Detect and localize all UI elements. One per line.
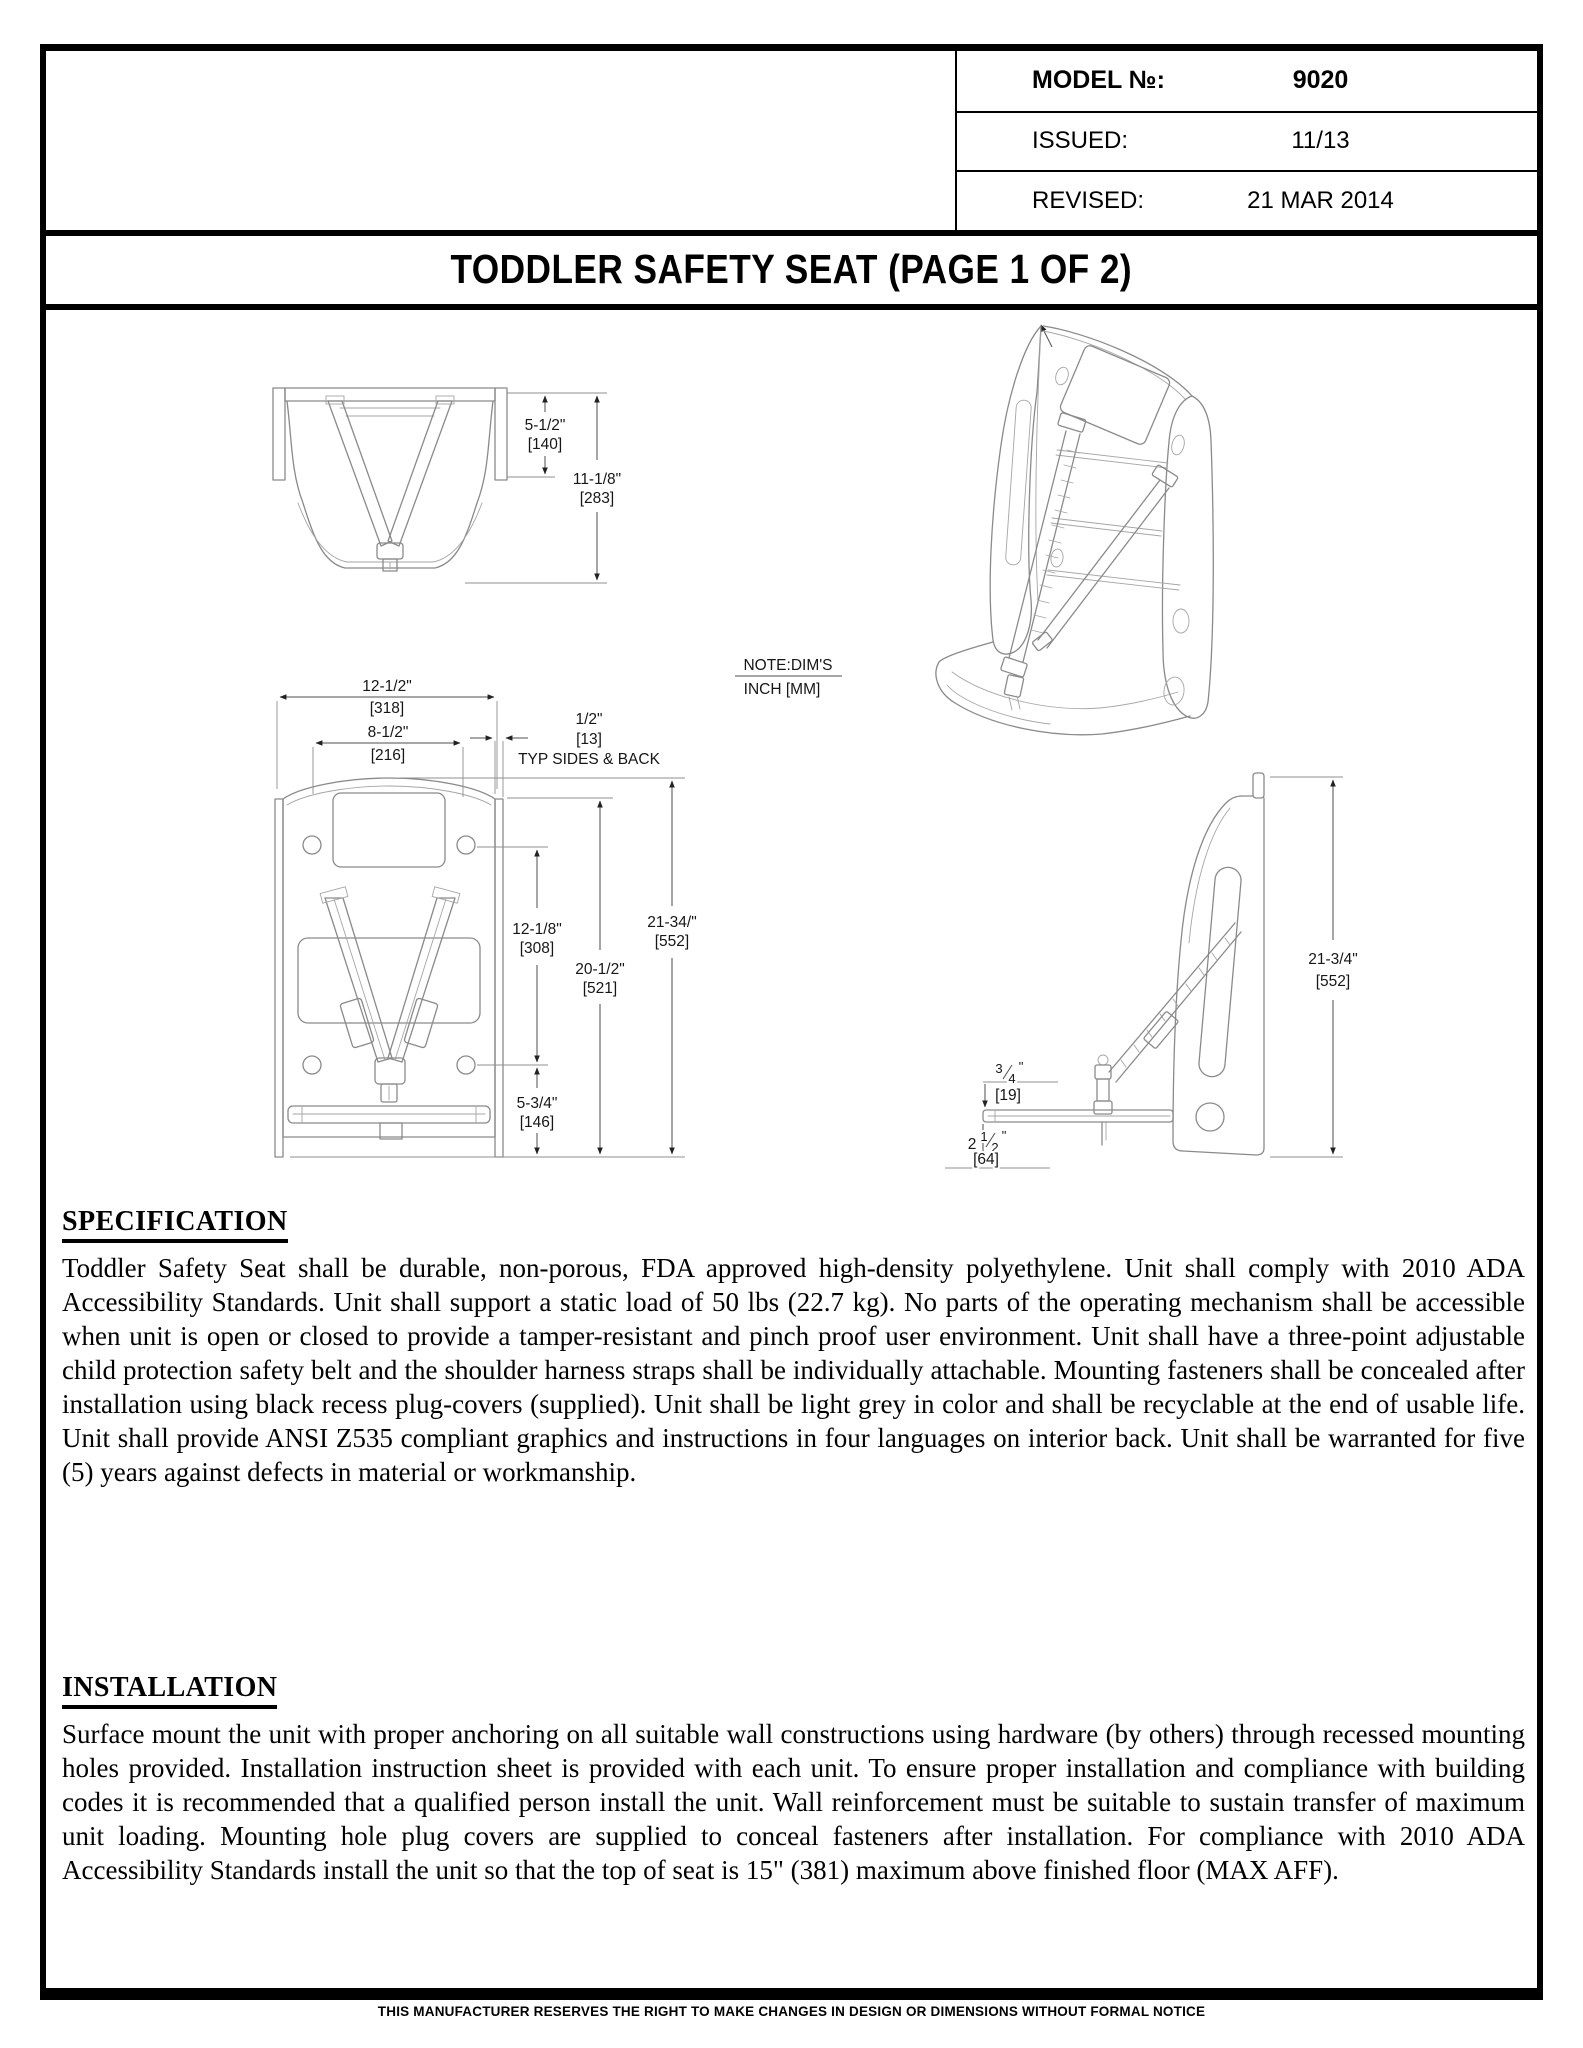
dim-clearance-num: 1 bbox=[980, 1129, 988, 1144]
dim-clearance-quote: " bbox=[1001, 1128, 1007, 1143]
header-row-revised bbox=[957, 170, 1539, 230]
note-line2: INCH [MM] bbox=[743, 681, 821, 698]
dim-front-width-mm: [318] bbox=[369, 700, 405, 717]
dim-top-depth-mm: [140] bbox=[527, 436, 563, 453]
revised-value: 21 MAR 2014 bbox=[1247, 187, 1394, 215]
dim-hole-span-mm: [308] bbox=[519, 940, 555, 957]
dim-overall-height-in: 21-34/" bbox=[647, 914, 697, 931]
dim-clearance-den: 2 bbox=[991, 1140, 999, 1155]
dim-overall-height-mm: [552] bbox=[654, 933, 690, 950]
dim-top-overall-in: 11-1/8" bbox=[572, 471, 622, 488]
top-view bbox=[273, 388, 621, 583]
dim-front-width-in: 12-1/2" bbox=[362, 678, 412, 695]
technical-drawing bbox=[40, 300, 1543, 1190]
footer-notice: THIS MANUFACTURER RESERVES THE RIGHT TO MAKE CHANGES IN DESIGN OR DIMENSIONS WITHOUT FORMAL NOTICE bbox=[377, 2004, 1206, 2019]
revised-label: REVISED: bbox=[1032, 187, 1145, 215]
dim-body-height-in: 20-1/2" bbox=[575, 961, 625, 978]
header-row-model bbox=[957, 51, 1539, 111]
dim-clearance-mm: [64] bbox=[973, 1151, 999, 1168]
dim-hole-bottom-mm: [146] bbox=[519, 1114, 555, 1131]
note-line1: NOTE:DIM'S bbox=[743, 657, 833, 674]
model-label: MODEL №: bbox=[1032, 66, 1165, 95]
front-view bbox=[275, 678, 697, 1157]
dim-seat-mm: [19] bbox=[995, 1087, 1021, 1104]
specification-heading: SPECIFICATION bbox=[62, 1206, 288, 1243]
header-row-issued bbox=[957, 111, 1539, 171]
dim-wall-in: 1/2" bbox=[575, 711, 603, 728]
installation-section bbox=[62, 1672, 1525, 1887]
dim-hole-span-in: 12-1/8" bbox=[512, 921, 562, 938]
dim-seat-quote: " bbox=[1018, 1059, 1024, 1074]
page-title: TODDLER SAFETY SEAT (PAGE 1 OF 2) bbox=[450, 246, 1133, 292]
frame-border-top bbox=[40, 44, 1543, 51]
dim-clearance-whole: 2 bbox=[967, 1136, 977, 1153]
issued-label: ISSUED: bbox=[1032, 127, 1129, 155]
dim-hole-bottom-in: 5-3/4" bbox=[516, 1095, 558, 1112]
dim-side-height-in: 21-3/4" bbox=[1308, 951, 1358, 968]
issued-value: 11/13 bbox=[1291, 127, 1350, 155]
dim-seat-frac-den: 4 bbox=[1008, 1071, 1016, 1086]
dim-seat-frac-num: 3 bbox=[995, 1061, 1003, 1076]
model-value: 9020 bbox=[1292, 66, 1349, 95]
dimension-note bbox=[735, 657, 842, 698]
installation-heading: INSTALLATION bbox=[62, 1672, 277, 1709]
isometric-view bbox=[936, 325, 1213, 735]
dim-body-height-mm: [521] bbox=[582, 980, 618, 997]
specification-section bbox=[62, 1206, 1525, 1489]
specification-body: Toddler Safety Seat shall be durable, non-porous, FDA approved high-density polyethylene. Unit shall comply with 2010 ADA Accessibility Standards. Unit shall support a static load of 50 lbs (22.7 kg). No parts of the operating mechanism shall be accessible when unit is open or closed to provide a tamper-resistant and pinch proof user environment. Unit shall have a three-point adjustable child protection safety belt and the shoulder harness straps shall be individually attachable. Mounting fasteners shall be concealed after installation using black recess plug-covers (supplied). Unit shall be light grey in color and shall be recyclable at the end of usable life. Unit shall provide ANSI Z535 compliant graphics and instructions in four languages on interior back. Unit shall be warranted for five (5) years against defects in material or workmanship. bbox=[62, 1253, 1525, 1488]
installation-body: Surface mount the unit with proper anchoring on all suitable wall constructions using hardware (by others) through recessed mounting holes provided. Installation instruction sheet is provided with each unit. To ensure proper installation and compliance with building codes it is recommended that a qualified person install the unit. Wall reinforcement must be suitable to sustain transfer of maximum unit loading. Mounting hole plug covers are supplied to conceal fasteners after installation. For compliance with 2010 ADA Accessibility Standards install the unit so that the top of seat is 15" (381) maximum above finished floor (MAX AFF). bbox=[62, 1719, 1525, 1886]
title-bar bbox=[40, 230, 1543, 310]
dim-top-depth-in: 5-1/2" bbox=[524, 417, 566, 434]
dim-top-overall-mm: [283] bbox=[579, 490, 615, 507]
dim-wall-note: TYP SIDES & BACK bbox=[518, 751, 660, 768]
dim-front-seat-width-in: 8-1/2" bbox=[367, 724, 409, 741]
frame-border-bottom bbox=[40, 1988, 1543, 2000]
side-view bbox=[945, 773, 1358, 1168]
dim-front-seat-width-mm: [216] bbox=[370, 747, 406, 764]
header-table bbox=[955, 51, 1539, 230]
dim-side-height-mm: [552] bbox=[1315, 973, 1351, 990]
dim-wall-mm: [13] bbox=[576, 731, 602, 748]
